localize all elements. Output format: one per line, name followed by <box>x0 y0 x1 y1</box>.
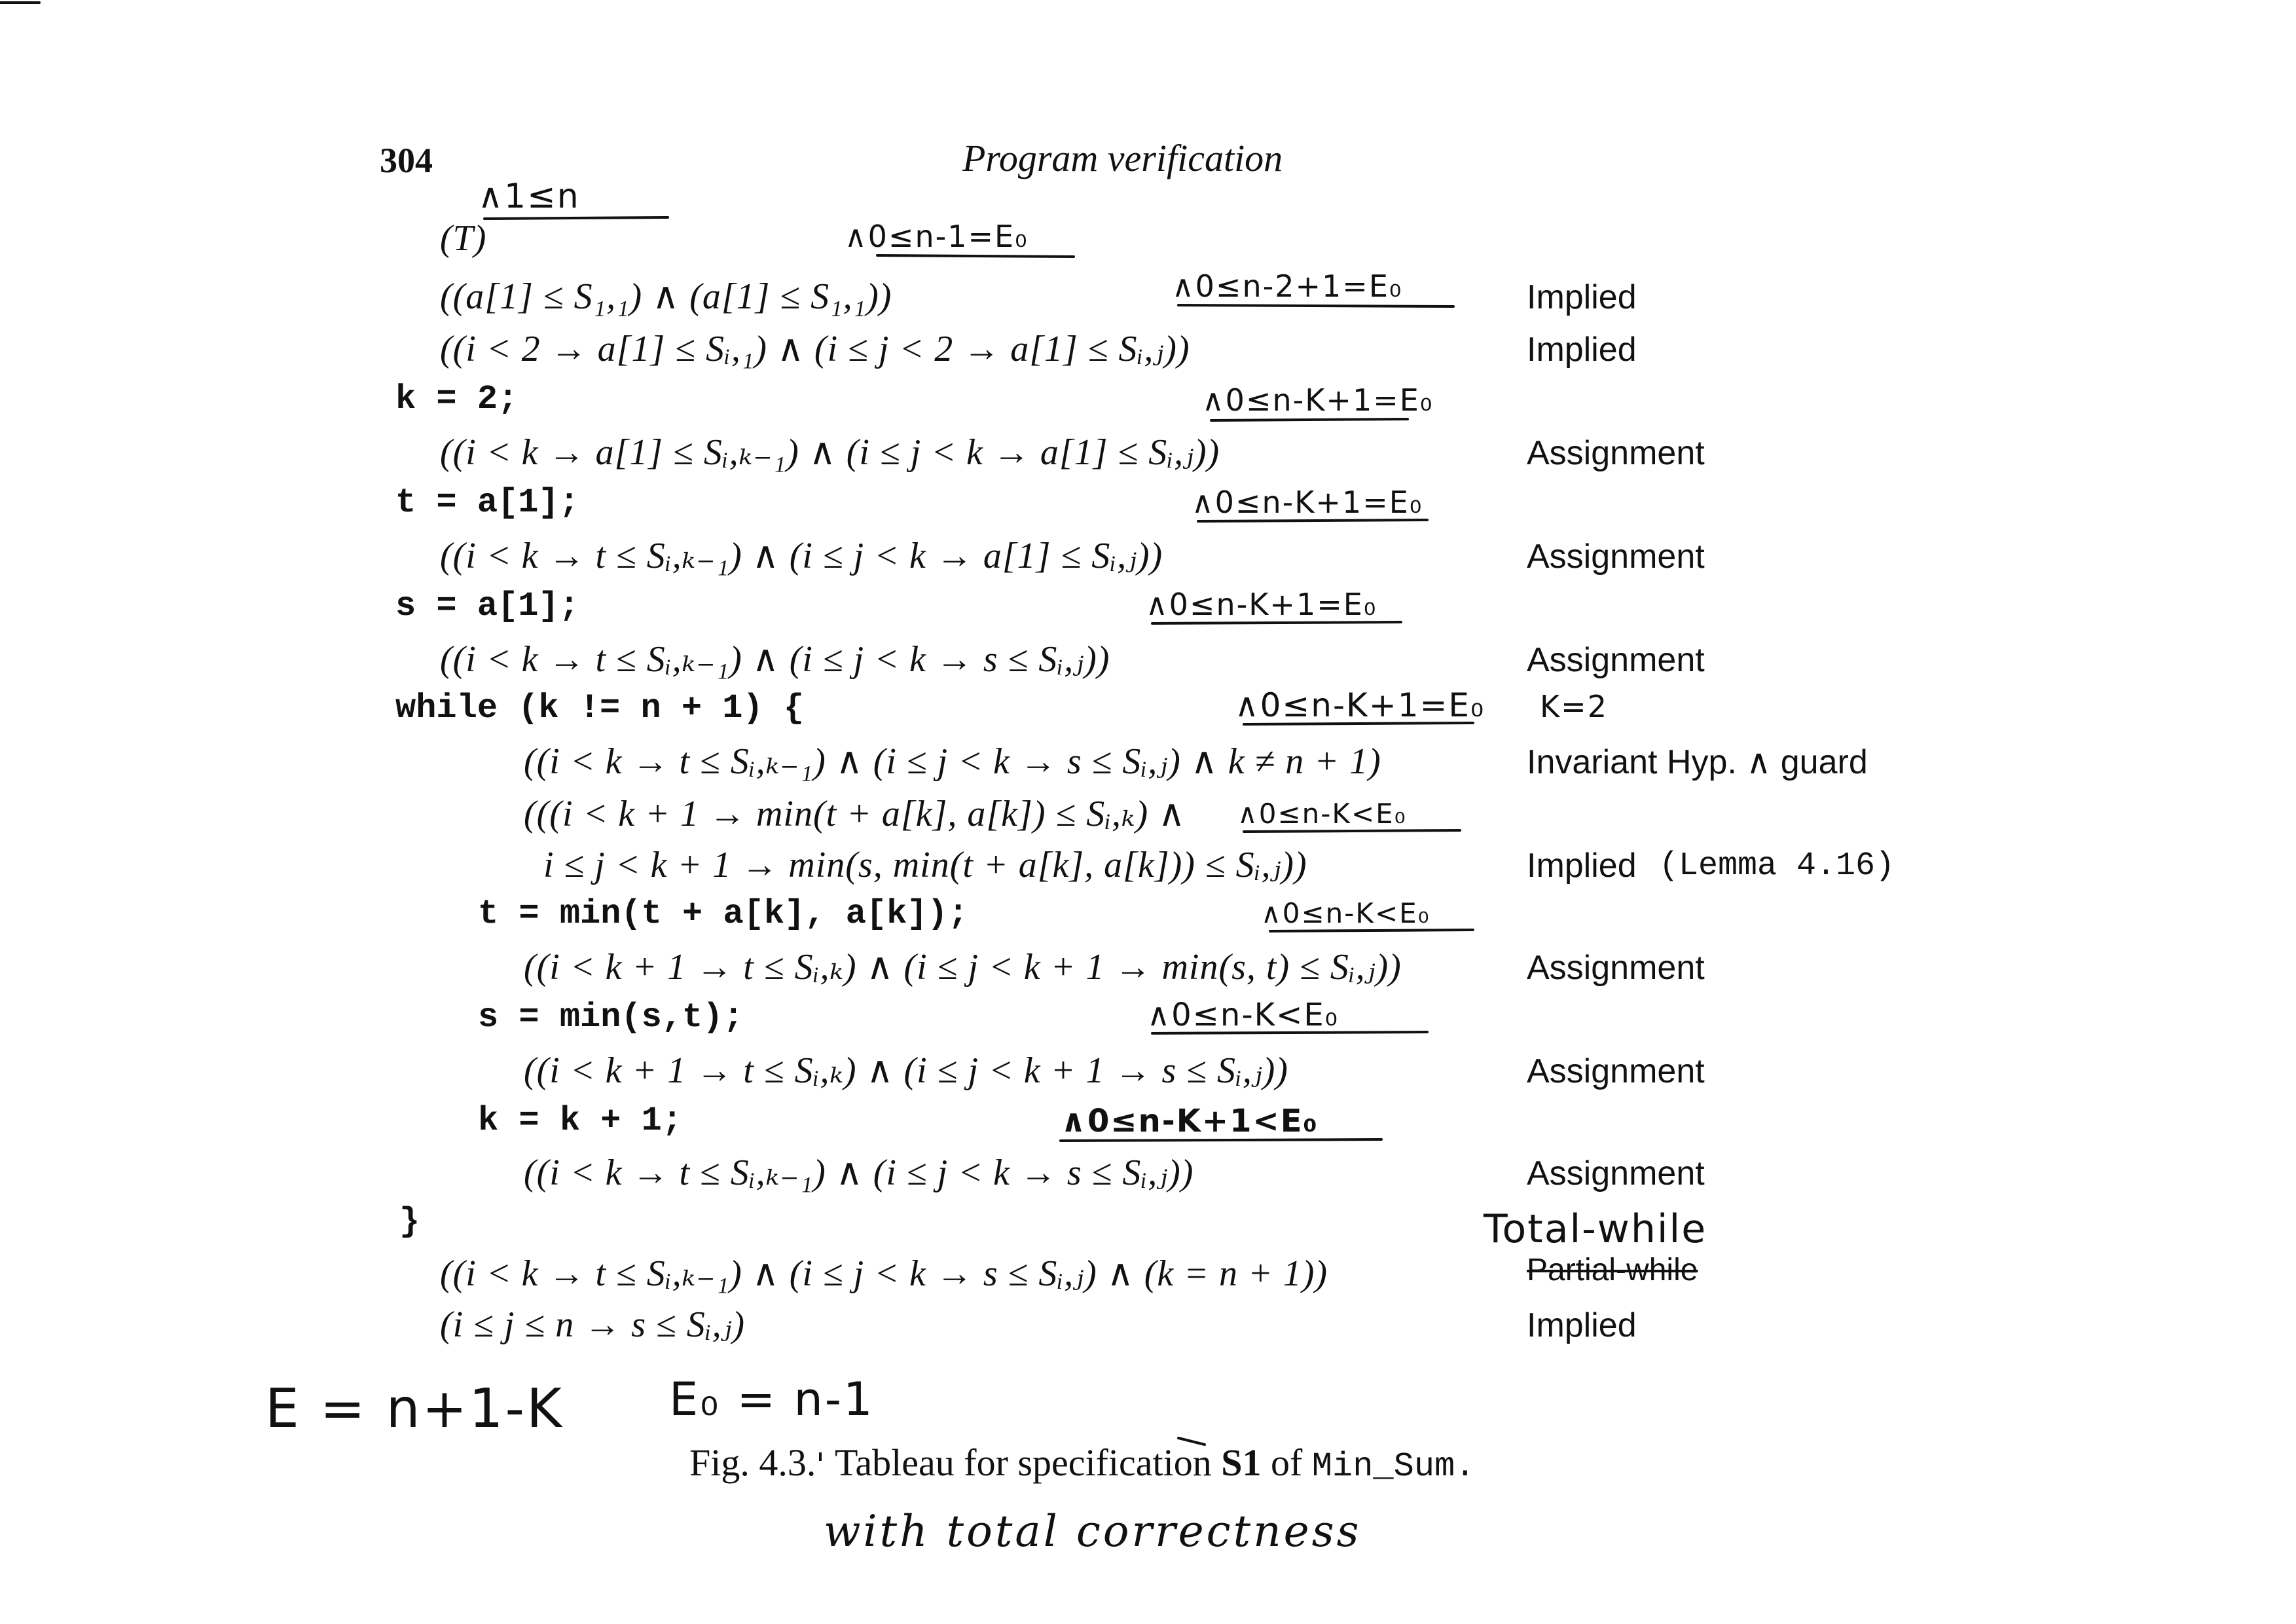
justification: Implied <box>1527 278 1637 316</box>
tableau-line: (((i < k + 1 → min(t + a[k], a[k]) ≤ Sᵢ,ₖ) ∧ <box>524 794 1186 834</box>
justification: Implied <box>1527 1306 1637 1344</box>
code-line: t = min(t + a[k], a[k]); <box>478 895 968 933</box>
handwritten-footnote: with total correctness <box>824 1506 1362 1557</box>
tableau-line: ((i < k → t ≤ Sᵢ,ₖ₋₁) ∧ (i ≤ j < k → s ≤ Sᵢ,ⱼ)) <box>440 639 1110 680</box>
stroke-line <box>1244 830 1460 832</box>
handwritten-note: ∧0≤n-K<E₀ <box>1147 997 1339 1033</box>
stroke-line <box>1178 305 1453 306</box>
justification: Invariant Hyp. ∧ guard <box>1527 743 1868 781</box>
tableau-line: ((i < k → a[1] ≤ Sᵢ,ₖ₋₁) ∧ (i ≤ j < k → a[1] ≤ Sᵢ,ⱼ)) <box>440 432 1220 473</box>
stroke-line <box>1152 1032 1427 1033</box>
justification: Assignment <box>1527 641 1705 679</box>
caption-text: Tableau for specification <box>835 1441 1212 1484</box>
handwritten-note: ∧0≤n-K+1=E₀ <box>1146 587 1377 622</box>
handwritten-initial-value: E₀ = n-1 <box>669 1373 875 1426</box>
stroke-line <box>877 255 1074 257</box>
tableau-line: ((i < 2 → a[1] ≤ Sᵢ,₁) ∧ (i ≤ j < 2 → a[1] ≤ Sᵢ,ⱼ)) <box>440 329 1190 369</box>
code-line: } <box>399 1202 420 1241</box>
stroke-line <box>1211 419 1408 420</box>
handwritten-note: ∧0≤n-K+1<E₀ <box>1061 1103 1319 1139</box>
code-line: t = a[1]; <box>395 483 579 522</box>
handwritten-variant: E = n+1-K <box>265 1378 564 1440</box>
code-line: k = k + 1; <box>478 1101 683 1140</box>
justification: Assignment <box>1527 1052 1705 1090</box>
tableau-line: ((a[1] ≤ S₁,₁) ∧ (a[1] ≤ S₁,₁)) <box>440 276 892 317</box>
handwritten-note: K=2 <box>1540 689 1608 724</box>
caption-label: Fig. 4.3. <box>689 1441 816 1484</box>
code-line: while (k != n + 1) { <box>395 689 805 728</box>
stroke-line <box>1198 520 1427 521</box>
tableau-line: ((i < k → t ≤ Sᵢ,ₖ₋₁) ∧ (i ≤ j < k → s ≤ Sᵢ,ⱼ)) <box>524 1153 1194 1193</box>
code-line: s = min(s,t); <box>478 998 744 1037</box>
stroke-line <box>1244 723 1473 724</box>
stroke-line <box>484 217 668 219</box>
handwritten-note: ∧0≤n-2+1=E₀ <box>1172 268 1403 304</box>
tableau-line: i ≤ j < k + 1 → min(s, min(t + a[k], a[k])) ≤ Sᵢ,ⱼ)) <box>543 845 1307 885</box>
tableau-line: ((i < k → t ≤ Sᵢ,ₖ₋₁) ∧ (i ≤ j < k → a[1] ≤ Sᵢ,ⱼ)) <box>440 536 1163 576</box>
tableau-line: ((i < k + 1 → t ≤ Sᵢ,ₖ) ∧ (i ≤ j < k + 1 → s ≤ Sᵢ,ⱼ)) <box>524 1050 1288 1091</box>
tableau-line: (i ≤ j ≤ n → s ≤ Sᵢ,ⱼ) <box>440 1304 746 1345</box>
tableau-line: ((i < k → t ≤ Sᵢ,ₖ₋₁) ∧ (i ≤ j < k → s ≤ Sᵢ,ⱼ) ∧ k ≠ n + 1) <box>524 741 1381 782</box>
justification: Assignment <box>1527 434 1705 472</box>
code-line: k = 2; <box>395 380 519 418</box>
stroke-line <box>1178 1438 1205 1445</box>
justification: Assignment <box>1527 538 1705 576</box>
handwritten-note: ∧0≤n-K+1=E₀ <box>1192 485 1423 520</box>
justification: Assignment <box>1527 949 1705 987</box>
tableau-line: ((i < k → t ≤ Sᵢ,ₖ₋₁) ∧ (i ≤ j < k → s ≤ Sᵢ,ⱼ) ∧ (k = n + 1)) <box>440 1253 1328 1294</box>
justification: Implied <box>1527 847 1637 885</box>
tableau-line: ((i < k + 1 → t ≤ Sᵢ,ₖ) ∧ (i ≤ j < k + 1 → min(s, t) ≤ Sᵢ,ⱼ)) <box>524 947 1402 987</box>
justification: Assignment <box>1527 1154 1705 1192</box>
handwritten-note: ∧0≤n-1=E₀ <box>845 219 1029 254</box>
handwritten-note: ∧0≤n-K<E₀ <box>1237 798 1407 830</box>
handwritten-note: ∧0≤n-K+1=E₀ <box>1235 686 1485 724</box>
handwritten-note: ∧1≤n <box>478 177 580 216</box>
stroke-line <box>1152 622 1401 623</box>
struck-justification: Partial-while <box>1527 1253 1698 1287</box>
handwritten-note: ∧0≤n-K+1=E₀ <box>1202 382 1434 418</box>
stroke-line <box>1061 1139 1381 1141</box>
code-line: s = a[1]; <box>395 587 579 625</box>
page-title: Program verification <box>962 137 1283 179</box>
precondition: (T) <box>440 218 487 259</box>
caption-program: Min_Sum. <box>1311 1447 1476 1486</box>
handwritten-justification: Total-while <box>1484 1206 1707 1252</box>
justification: Implied <box>1527 331 1637 369</box>
caption-of: of <box>1270 1441 1303 1484</box>
page-number: 304 <box>380 141 433 180</box>
handwritten-note: ∧0≤n-K<E₀ <box>1261 897 1430 929</box>
caption-spec: S1 <box>1221 1441 1262 1484</box>
stroke-line <box>1270 930 1473 931</box>
caption-mark: ' <box>816 1447 826 1483</box>
lemma-reference: (Lemma 4.16) <box>1659 847 1895 885</box>
